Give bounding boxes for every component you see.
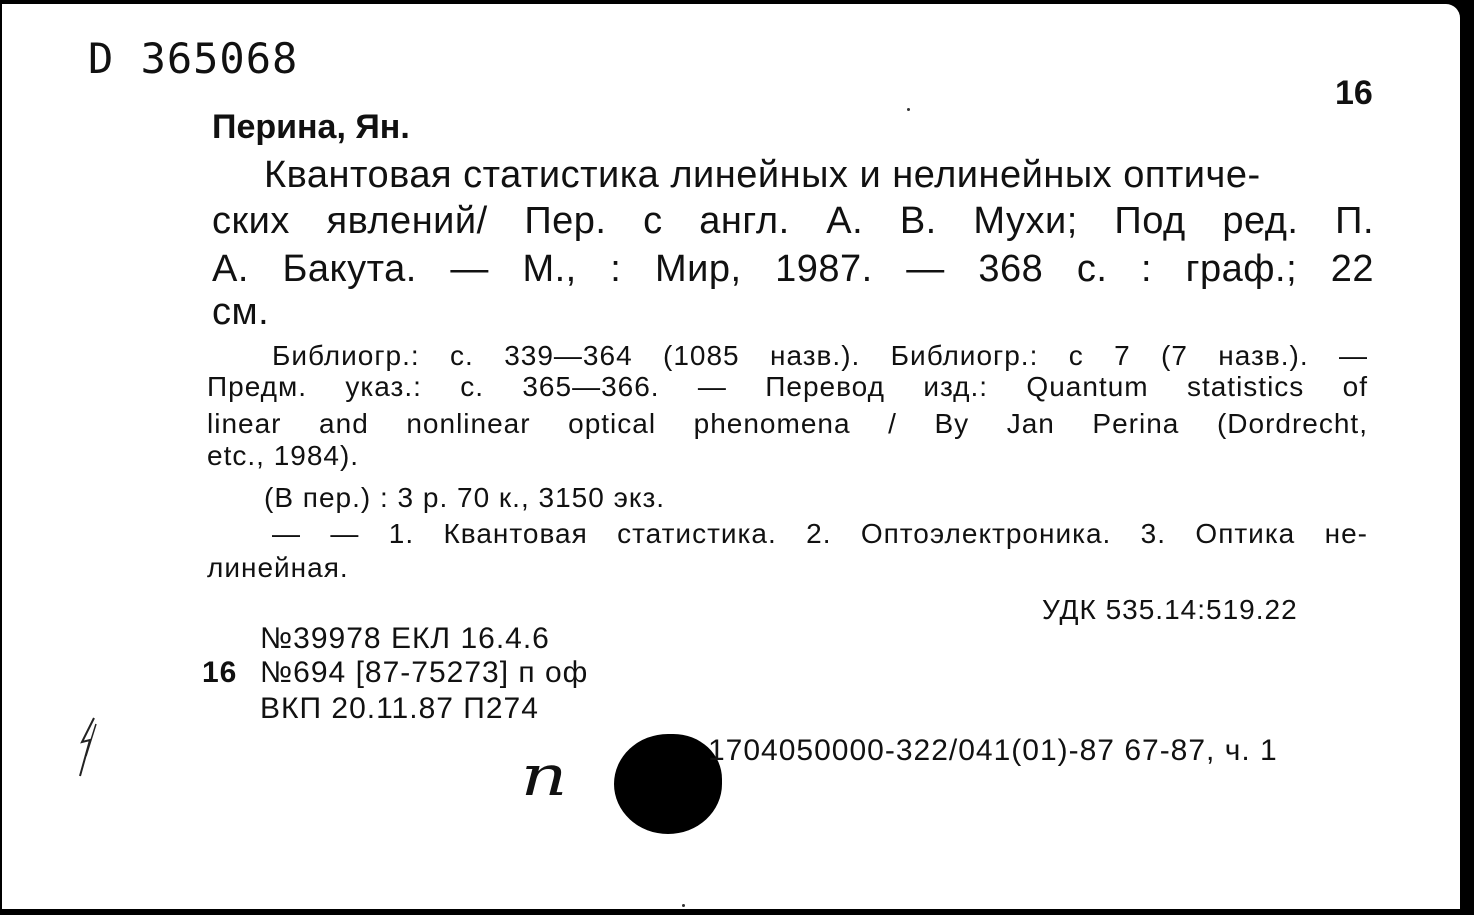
speck [907,108,910,111]
author-heading: Перина, Ян. [212,108,410,146]
title-line-2: ских явлений/ Пер. с англ. А. В. Мухи; Под ред. П. [212,200,1374,242]
call-number: D 365068 [88,34,299,83]
notes-line-1: Библиогр.: с. 339—364 (1085 назв.). Библиогр.: с 7 (7 назв.). — [272,340,1368,371]
punch-hole-blob [614,734,722,834]
notes-line-2: Предм. указ.: с. 365—366. — Перевод изд.: Quantum statistics of [207,371,1368,402]
title-line-1: Квантовая статистика линейных и нелинейных оптиче- [264,154,1261,196]
handwritten-mark: n [520,744,568,809]
price-line: (В пер.) : 3 р. 70 к., 3150 экз. [264,482,666,513]
card-edge-shadow [1460,0,1474,915]
registry-line-1: №39978 ЕКЛ 16.4.6 [260,622,550,655]
margin-check-mark [72,716,102,780]
bottom-tick [682,904,685,907]
registry-line-2: №694 [87-75273] п оф [260,656,589,689]
catalog-card [2,4,1460,909]
subjects-line-1: — — 1. Квантовая статистика. 2. Оптоэлектроника. 3. Оптика не- [272,518,1368,549]
registry-line-3: ВКП 20.11.87 П274 [260,692,539,725]
subjects-line-2: линейная. [207,552,349,583]
isbn-code: 1704050000-322/041(01)-87 67-87, ч. 1 [708,734,1278,767]
title-line-3: А. Бакута. — М., : Мир, 1987. — 368 с. : граф.; 22 [212,248,1374,290]
registry-line-2-prefix: 16 [202,656,238,689]
card-number: 16 [1335,74,1373,112]
udk-code: УДК 535.14:519.22 [1042,594,1298,625]
notes-line-3: linear and nonlinear optical phenomena / By Jan Perina (Dordrecht, [207,408,1368,439]
notes-line-4: etc., 1984). [207,440,360,471]
title-line-4: см. [212,291,270,333]
